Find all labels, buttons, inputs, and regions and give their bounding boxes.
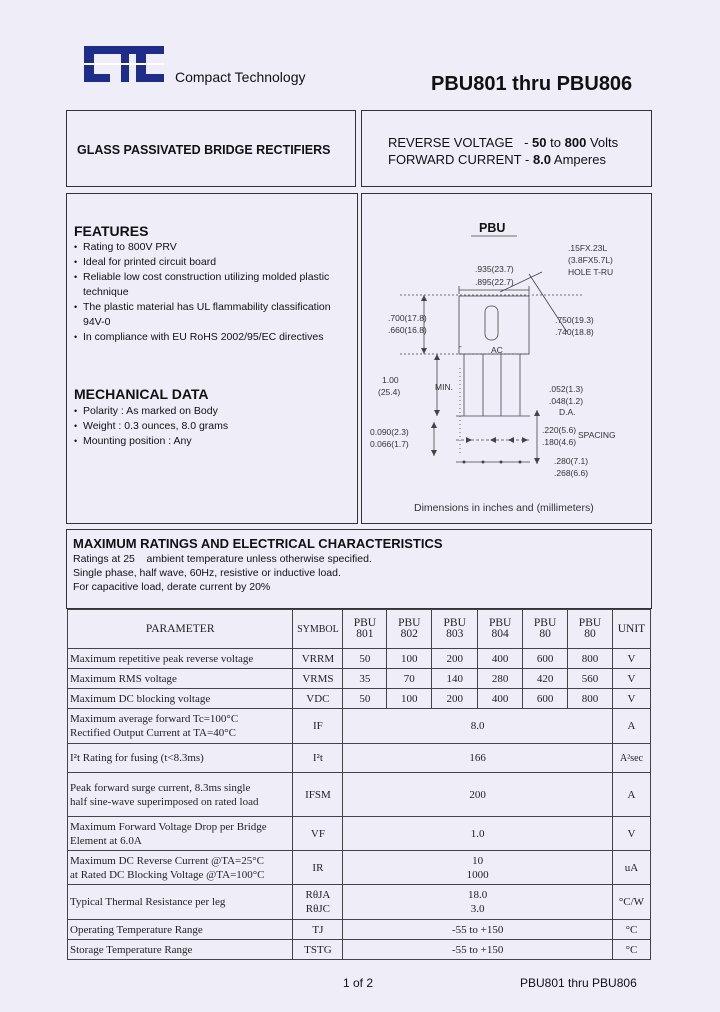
- unit-cell: °C/W: [612, 885, 650, 920]
- unit-cell: V: [612, 817, 650, 851]
- package-drawing: [362, 194, 651, 523]
- value-cell: 166: [343, 744, 613, 773]
- value-cell: -55 to +150: [343, 920, 613, 940]
- diameter-label: D.A.: [559, 407, 576, 417]
- unit-cell: °C: [612, 920, 650, 940]
- param-cell: Peak forward surge current, 8.3ms single half sine-wave superimposed on rated load: [68, 773, 293, 817]
- fc-label: FORWARD CURRENT -: [388, 152, 530, 167]
- feature-item: • Rating to 800V PRV: [74, 240, 346, 255]
- value-cell: -55 to +150: [343, 940, 613, 960]
- value-cell: 560: [568, 669, 613, 689]
- company-name: Compact Technology: [175, 69, 306, 85]
- diagram-box: [361, 193, 652, 524]
- rv-to: to: [550, 135, 561, 150]
- param-cell: Storage Temperature Range: [68, 940, 293, 960]
- value-cell: 800: [568, 649, 613, 669]
- param-cell: Maximum RMS voltage: [68, 669, 293, 689]
- value-cell: 600: [523, 689, 568, 709]
- pitch-dim-2: 0.066(1.7): [370, 439, 409, 449]
- feature-item: • In compliance with EU RoHS 2002/95/EC directives: [74, 330, 346, 345]
- unit-cell: uA: [612, 851, 650, 885]
- product-title: GLASS PASSIVATED BRIDGE RECTIFIERS: [77, 143, 331, 157]
- features-list: [74, 240, 346, 345]
- ratings-note: For capacitive load, derate current by 20%: [73, 581, 271, 593]
- spacing-dim-1: .220(5.6): [542, 425, 577, 435]
- hole-dim-2: (3.8FX5.7L): [568, 255, 613, 265]
- height-dim-1: .700(17.8): [388, 313, 427, 323]
- value-cell: 400: [478, 689, 523, 709]
- product-title-box: [66, 110, 356, 187]
- table-row: [68, 744, 651, 773]
- diameter-dim-2: .048(1.2): [549, 396, 584, 406]
- ratings-note: Ratings at 25 ambient temperature unless otherwise specified.: [73, 553, 372, 565]
- rv-dash: -: [524, 135, 529, 150]
- diameter-dim-1: .052(1.3): [549, 384, 584, 394]
- symbol-cell: TJ: [293, 920, 343, 940]
- mechanical-heading: MECHANICAL DATA: [74, 386, 209, 402]
- header-parameter: PARAMETER: [68, 610, 293, 649]
- ratings-table: [67, 609, 651, 960]
- symbol-cell: IR: [293, 851, 343, 885]
- spacing-dim-2: .180(4.6): [542, 437, 577, 447]
- hole-dim-1: .15FX.23L: [568, 243, 608, 253]
- symbol-cell: VF: [293, 817, 343, 851]
- table-row: [68, 773, 651, 817]
- unit-cell: A: [612, 709, 650, 744]
- ratings-box: [66, 529, 652, 609]
- thickness-dim-1: .280(7.1): [554, 456, 589, 466]
- unit-cell: A: [612, 773, 650, 817]
- value-cell: 50: [343, 649, 387, 669]
- ac-label: AC: [491, 345, 503, 355]
- param-cell: Typical Thermal Resistance per leg: [68, 885, 293, 920]
- value-cell: 800: [568, 689, 613, 709]
- feature-item: • The plastic material has UL flammability classification 94V-0: [74, 300, 346, 330]
- feature-item: • Reliable low cost construction utilizing molded plastic technique: [74, 270, 346, 300]
- unit-cell: V: [612, 689, 650, 709]
- features-box: [66, 193, 358, 524]
- value-cell: 600: [523, 649, 568, 669]
- table-header-row: [68, 610, 651, 649]
- value-cell: 50: [343, 689, 387, 709]
- symbol-cell: I²t: [293, 744, 343, 773]
- dimensions-caption: Dimensions in inches and (millimeters): [414, 502, 594, 514]
- header-part: PBU 801: [343, 610, 387, 649]
- symbol-cell: VDC: [293, 689, 343, 709]
- value-cell: 8.0: [343, 709, 613, 744]
- min-label: MIN.: [435, 382, 453, 392]
- height-dim-2: .660(16.8): [388, 325, 427, 335]
- ratings-heading: MAXIMUM RATINGS AND ELECTRICAL CHARACTERISTICS: [73, 536, 443, 551]
- param-cell: Maximum Forward Voltage Drop per Bridge Element at 6.0A: [68, 817, 293, 851]
- param-cell: Maximum average forward Tc=100°C Rectified Output Current at TA=40°C: [68, 709, 293, 744]
- package-label: PBU: [479, 221, 506, 235]
- table-row: [68, 940, 651, 960]
- value-cell: 200: [432, 649, 478, 669]
- symbol-cell: TSTG: [293, 940, 343, 960]
- param-cell: Maximum repetitive peak reverse voltage: [68, 649, 293, 669]
- table-row: [68, 709, 651, 744]
- reverse-voltage-line: [388, 135, 618, 150]
- fc-val: 8.0: [532, 152, 552, 167]
- value-cell: 200: [432, 689, 478, 709]
- width-dim-2: .895(22.7): [475, 277, 514, 287]
- rv-label: REVERSE VOLTAGE: [388, 135, 514, 150]
- value-cell: 18.0 3.0: [343, 885, 613, 920]
- voltage-current-box: [361, 110, 652, 187]
- fc-unit: Amperes: [553, 152, 606, 167]
- value-cell: 100: [387, 649, 432, 669]
- mechanical-item: • Polarity : As marked on Body: [74, 404, 346, 419]
- value-cell: 420: [523, 669, 568, 689]
- ratings-note: Single phase, half wave, 60Hz, resistive or inductive load.: [73, 567, 341, 579]
- param-cell: Maximum DC blocking voltage: [68, 689, 293, 709]
- header-part: PBU 802: [387, 610, 432, 649]
- header-symbol: SYMBOL: [293, 610, 343, 649]
- param-cell: Operating Temperature Range: [68, 920, 293, 940]
- value-cell: 1.0: [343, 817, 613, 851]
- mechanical-item: • Mounting position : Any: [74, 434, 346, 449]
- rv-lo: 50: [532, 135, 547, 150]
- part-range-title: PBU801 thru PBU806: [431, 73, 633, 95]
- value-cell: 140: [432, 669, 478, 689]
- header-part: PBU 80: [523, 610, 568, 649]
- pitch-dim-1: 0.090(2.3): [370, 427, 409, 437]
- symbol-cell: IF: [293, 709, 343, 744]
- symbol-cell: IFSM: [293, 773, 343, 817]
- width-dim-1: .935(23.7): [475, 264, 514, 274]
- unit-cell: A²sec: [612, 744, 650, 773]
- forward-current-line: [388, 152, 606, 167]
- page-number: 1 of 2: [343, 976, 374, 990]
- unit-cell: °C: [612, 940, 650, 960]
- symbol-cell: VRRM: [293, 649, 343, 669]
- table-row: [68, 689, 651, 709]
- value-cell: 280: [478, 669, 523, 689]
- value-cell: 200: [343, 773, 613, 817]
- minus-label: -: [459, 341, 462, 351]
- unit-cell: V: [612, 669, 650, 689]
- symbol-cell: RθJA RθJC: [293, 885, 343, 920]
- rv-hi: 800: [564, 135, 587, 150]
- value-cell: 400: [478, 649, 523, 669]
- thickness-dim-2: .268(6.6): [554, 468, 589, 478]
- table-row: [68, 649, 651, 669]
- value-cell: 35: [343, 669, 387, 689]
- rv-unit: Volts: [589, 135, 619, 150]
- height-dim-3: .750(19.3): [555, 315, 594, 325]
- footer-part-range: PBU801 thru PBU806: [520, 976, 637, 990]
- table-row: [68, 920, 651, 940]
- mechanical-list: [74, 404, 346, 449]
- header-part: PBU 803: [432, 610, 478, 649]
- param-cell: Maximum DC Reverse Current @TA=25°C at Rated DC Blocking Voltage @TA=100°C: [68, 851, 293, 885]
- hole-dim-3: HOLE T-RU: [568, 267, 614, 277]
- value-cell: 10 1000: [343, 851, 613, 885]
- height-dim-4: .740(18.8): [555, 327, 594, 337]
- value-cell: 100: [387, 689, 432, 709]
- lead-length-1: 1.00: [382, 375, 399, 385]
- table-row: [68, 851, 651, 885]
- spacing-label: SPACING: [578, 430, 616, 440]
- company-logo: [80, 42, 166, 86]
- lead-length-2: (25.4): [378, 387, 401, 397]
- value-cell: 70: [387, 669, 432, 689]
- feature-item: • Ideal for printed circuit board: [74, 255, 346, 270]
- features-heading: FEATURES: [74, 223, 149, 239]
- param-cell: I²t Rating for fusing (t<8.3ms): [68, 744, 293, 773]
- table-row: [68, 669, 651, 689]
- header-part: PBU 804: [478, 610, 523, 649]
- symbol-cell: VRMS: [293, 669, 343, 689]
- mechanical-item: • Weight : 0.3 ounces, 8.0 grams: [74, 419, 346, 434]
- header-part: PBU 80: [568, 610, 613, 649]
- header-unit: UNIT: [612, 610, 650, 649]
- table-row: [68, 885, 651, 920]
- unit-cell: V: [612, 649, 650, 669]
- table-row: [68, 817, 651, 851]
